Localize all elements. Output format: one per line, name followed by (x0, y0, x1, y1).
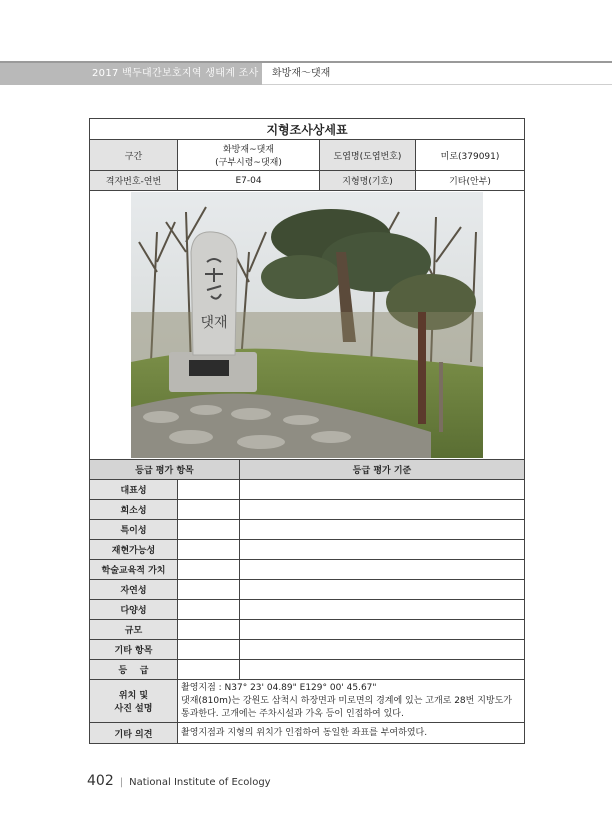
grade-criteria-cell (240, 660, 525, 680)
other-opinion-text: 촬영지점과 지형의 위치가 인접하여 동일한 좌표를 부여하였다. (178, 723, 525, 744)
header-bottom-rule (262, 84, 612, 85)
grade-value-cell (178, 560, 240, 580)
grid-number-label: 격자번호-연번 (90, 171, 178, 191)
grade-criteria-cell (240, 500, 525, 520)
grade-value-cell (178, 580, 240, 600)
photo-cell (90, 191, 525, 460)
sign-pole (439, 362, 443, 432)
location-label-line1: 위치 및 (118, 691, 149, 701)
grade-criteria-cell (240, 620, 525, 640)
grade-value-cell (178, 620, 240, 640)
grade-criteria-cell (240, 480, 525, 500)
institute-name: National Institute of Ecology (129, 777, 271, 788)
section-value-line1: 화방재~댓재 (222, 145, 274, 155)
grade-criteria-cell (240, 520, 525, 540)
grade-criteria-cell (240, 580, 525, 600)
terrain-name-value: 기타(안부) (416, 171, 525, 191)
grade-value-cell (178, 500, 240, 520)
header-report-title: 2017 백두대간보호지역 생태계 조사 (0, 63, 262, 85)
grade-label-academic-value: 학술교육적 가치 (90, 560, 178, 580)
grade-label-rarity: 희소성 (90, 500, 178, 520)
location-description (178, 680, 525, 723)
map-name-value: 미로(379091) (416, 140, 525, 171)
grade-value-cell (178, 540, 240, 560)
footer-separator: | (119, 777, 124, 788)
location-desc-line1: 댓재(810m)는 강원도 삼척시 하장면과 미로면의 경계에 있는 고개로 28번 지방도가 (181, 695, 512, 706)
section-value-line2: (구부시령~댓재) (215, 158, 282, 168)
header-section-name: 화방재～댓재 (272, 68, 331, 79)
grade-criteria-cell (240, 600, 525, 620)
section-label: 구간 (90, 140, 178, 171)
grid-number-value: E7-04 (178, 171, 320, 191)
site-photo (131, 192, 483, 458)
grade-label-grade: 등 급 (90, 660, 178, 680)
grade-label-diversity: 다양성 (90, 600, 178, 620)
page-number: 402 (87, 773, 114, 789)
location-label (90, 680, 178, 723)
location-coordinates: 촬영지점 : N37° 23' 04.89" E129° 00' 45.67" (181, 682, 377, 693)
site-photo-image (131, 192, 483, 458)
page-footer (87, 773, 271, 789)
section-value (178, 140, 320, 171)
grade-label-other-items: 기타 항목 (90, 640, 178, 660)
grade-item-header: 등급 평가 항목 (90, 460, 240, 480)
grade-label-reproducibility: 재현가능성 (90, 540, 178, 560)
grade-label-scale: 규모 (90, 620, 178, 640)
map-name-label: 도엽명(도엽번호) (320, 140, 416, 171)
grade-label-representativeness: 대표성 (90, 480, 178, 500)
grade-value-cell (178, 600, 240, 620)
monument-plaque (189, 360, 229, 376)
grade-value-cell (178, 480, 240, 500)
wooden-post (418, 312, 426, 424)
grade-criteria-header: 등급 평가 기준 (240, 460, 525, 480)
grade-value-cell (178, 640, 240, 660)
grade-criteria-cell (240, 560, 525, 580)
table-title: 지형조사상세표 (90, 119, 525, 140)
other-opinion-label: 기타 의견 (90, 723, 178, 744)
monument-inscription: 댓재 (200, 315, 228, 331)
grade-label-naturalness: 자연성 (90, 580, 178, 600)
grade-value-cell (178, 520, 240, 540)
location-desc-line2: 통과한다. 고개에는 주차시설과 가옥 등이 인접하여 있다. (181, 708, 404, 719)
terrain-survey-table (89, 118, 525, 744)
location-label-line2: 사진 설명 (114, 704, 153, 714)
grade-criteria-cell (240, 640, 525, 660)
grade-criteria-cell (240, 540, 525, 560)
monument-stone (191, 232, 237, 355)
terrain-name-label: 지형명(기호) (320, 171, 416, 191)
grade-label-uniqueness: 특이성 (90, 520, 178, 540)
grade-value-cell (178, 660, 240, 680)
